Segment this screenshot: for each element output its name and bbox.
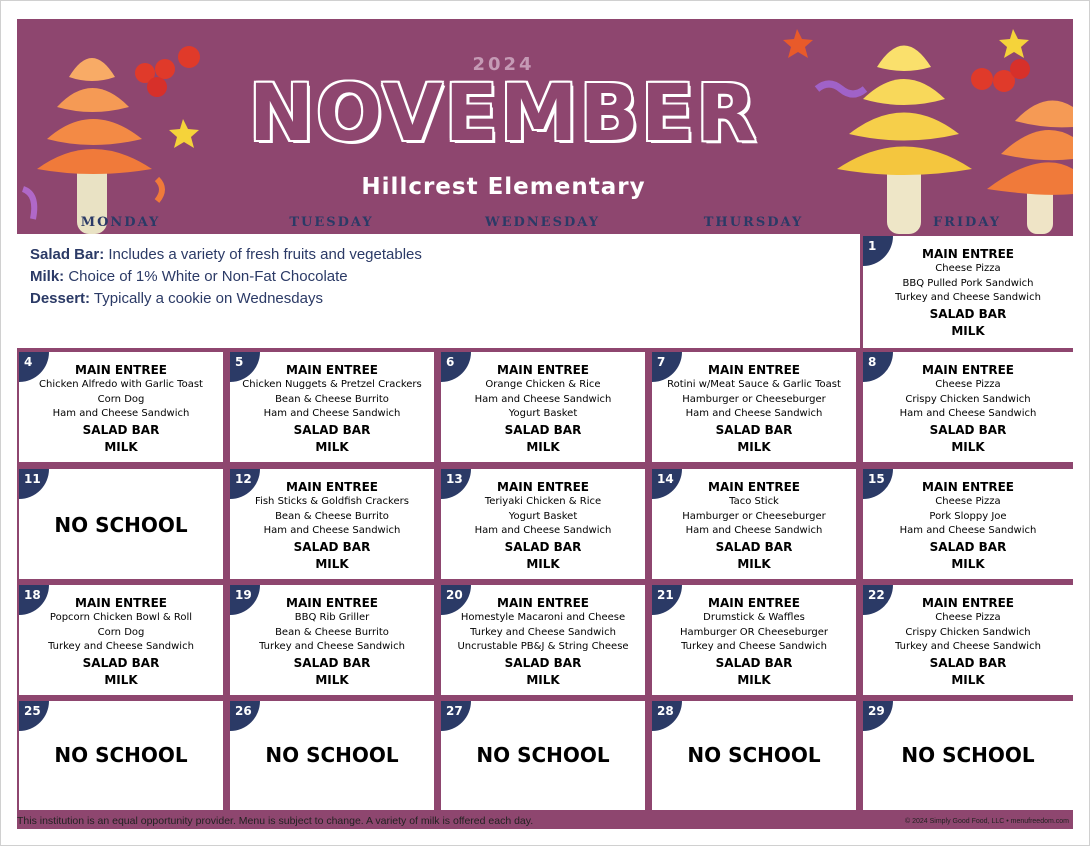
day-cell: [652, 469, 856, 579]
milk-label: MILK: [951, 323, 985, 338]
info-milk-text: Choice of 1% White or Non-Fat Chocolate: [64, 268, 348, 285]
date-number: 21: [657, 588, 674, 602]
menu-item: Yogurt Basket: [508, 510, 578, 522]
info-milk: [17, 266, 860, 288]
date-number: 11: [24, 472, 41, 486]
menu-list: [19, 362, 223, 456]
date-number: 28: [657, 704, 674, 718]
main-entree-heading: MAIN ENTREE: [708, 363, 800, 377]
day-cell: [230, 469, 434, 579]
info-salad-label: Salad Bar:: [30, 246, 105, 263]
menu-item: Bean & Cheese Burrito: [275, 510, 389, 522]
menu-item: Corn Dog: [97, 393, 145, 405]
date-badge: [652, 701, 682, 731]
menu-item: Rotini w/Meat Sauce & Garlic Toast: [667, 379, 841, 390]
menu-item: BBQ Pulled Pork Sandwich: [902, 277, 1034, 289]
day-cell: [863, 701, 1073, 810]
date-number: 13: [446, 472, 463, 486]
date-badge: [19, 701, 49, 731]
menu-item: Chicken Alfredo with Garlic Toast: [39, 379, 203, 390]
date-number: 1: [868, 239, 877, 253]
menu-list: [230, 362, 434, 456]
menu-item: Ham and Cheese Sandwich: [474, 525, 612, 536]
day-header-wednesday: WEDNESDAY: [485, 215, 600, 230]
date-number: 15: [868, 472, 885, 486]
salad-bar-label: SALAD BAR: [293, 539, 371, 554]
menu-item: Drumstick & Waffles: [703, 612, 805, 623]
salad-bar-label: SALAD BAR: [929, 539, 1007, 554]
day-cell: [863, 469, 1073, 579]
menu-list: [441, 362, 645, 456]
date-number: 14: [657, 472, 674, 486]
main-entree-heading: MAIN ENTREE: [497, 596, 589, 610]
main-entree-heading: MAIN ENTREE: [497, 363, 589, 377]
header-banner: [17, 19, 1073, 234]
info-salad-bar: [17, 244, 860, 266]
menu-item: Hamburger or Cheeseburger: [682, 393, 826, 405]
menu-list: [441, 479, 645, 573]
month-title: NOVEMBER: [248, 69, 759, 159]
year-label: 2024: [472, 54, 535, 75]
main-entree-heading: MAIN ENTREE: [708, 480, 800, 494]
salad-bar-label: SALAD BAR: [929, 306, 1007, 321]
milk-label: MILK: [951, 439, 985, 454]
milk-label: MILK: [737, 439, 771, 454]
menu-list: [652, 479, 856, 573]
info-dessert-label: Dessert:: [30, 290, 91, 307]
date-number: 22: [868, 588, 885, 602]
day-cell: [652, 352, 856, 462]
menu-item: Taco Stick: [729, 496, 779, 507]
menu-item: Crispy Chicken Sandwich: [905, 626, 1031, 638]
date-number: 27: [446, 704, 463, 718]
menu-item: Hamburger OR Cheeseburger: [679, 626, 829, 638]
day-cell: [230, 352, 434, 462]
menu-item: Ham and Cheese Sandwich: [899, 525, 1037, 536]
date-badge: [230, 701, 260, 731]
date-number: 5: [235, 355, 244, 369]
menu-item: Ham and Cheese Sandwich: [685, 525, 823, 536]
day-cell: [652, 585, 856, 695]
menu-item: Orange Chicken & Rice: [485, 379, 601, 390]
date-number: 6: [446, 355, 455, 369]
menu-item: Chicken Nuggets & Pretzel Crackers: [242, 379, 422, 390]
menu-item: Homestyle Macaroni and Cheese: [460, 612, 626, 623]
main-entree-heading: MAIN ENTREE: [75, 363, 167, 377]
menu-list: [863, 362, 1073, 456]
salad-bar-label: SALAD BAR: [929, 655, 1007, 670]
menu-list: [441, 595, 645, 689]
salad-bar-label: SALAD BAR: [715, 655, 793, 670]
menu-item: Turkey and Cheese Sandwich: [470, 626, 616, 638]
day-cell: [652, 701, 856, 810]
menu-list: [230, 479, 434, 573]
day-cell: [230, 701, 434, 810]
date-number: 20: [446, 588, 463, 602]
day-header-thursday: THURSDAY: [703, 215, 804, 230]
date-number: 8: [868, 355, 877, 369]
menu-item: Ham and Cheese Sandwich: [685, 408, 823, 419]
no-school-label: NO SCHOOL: [901, 743, 1035, 767]
milk-label: MILK: [315, 556, 349, 571]
menu-item: Popcorn Chicken Bowl & Roll: [49, 612, 193, 623]
menu-item: Turkey and Cheese Sandwich: [895, 292, 1041, 303]
menu-item: Bean & Cheese Burrito: [275, 626, 389, 638]
menu-item: Bean & Cheese Burrito: [275, 393, 389, 405]
date-number: 26: [235, 704, 252, 718]
salad-bar-label: SALAD BAR: [715, 539, 793, 554]
date-number: 4: [24, 355, 33, 369]
calendar-sheet: [17, 19, 1073, 829]
no-school-label: NO SCHOOL: [54, 513, 188, 537]
menu-list: [863, 246, 1073, 340]
milk-label: MILK: [526, 672, 560, 687]
salad-bar-label: SALAD BAR: [715, 422, 793, 437]
milk-label: MILK: [737, 556, 771, 571]
menu-item: BBQ Rib Griller: [294, 612, 370, 623]
salad-bar-label: SALAD BAR: [504, 422, 582, 437]
day-header-tuesday: TUESDAY: [289, 215, 374, 230]
menu-item: Ham and Cheese Sandwich: [263, 525, 401, 536]
milk-label: MILK: [315, 672, 349, 687]
date-badge: [863, 701, 893, 731]
footer-copyright: © 2024 Simply Good Food, LLC • menufreedom.com: [904, 818, 1069, 825]
date-number: 25: [24, 704, 41, 718]
main-entree-heading: MAIN ENTREE: [922, 596, 1014, 610]
date-number: 19: [235, 588, 252, 602]
day-cell: [863, 585, 1073, 695]
milk-label: MILK: [951, 556, 985, 571]
main-entree-heading: MAIN ENTREE: [286, 596, 378, 610]
menu-item: Cheese Pizza: [935, 379, 1001, 390]
milk-label: MILK: [951, 672, 985, 687]
menu-list: [863, 595, 1073, 689]
menu-item: Ham and Cheese Sandwich: [474, 393, 612, 405]
info-dessert: [17, 288, 860, 310]
main-entree-heading: MAIN ENTREE: [497, 480, 589, 494]
menu-item: Corn Dog: [97, 626, 145, 638]
day-cell: [441, 352, 645, 462]
menu-item: Pork Sloppy Joe: [929, 510, 1007, 522]
main-entree-heading: MAIN ENTREE: [75, 596, 167, 610]
menu-item: Cheese Pizza: [935, 612, 1001, 623]
school-name: Hillcrest Elementary: [361, 174, 646, 200]
day-cell: [19, 585, 223, 695]
milk-label: MILK: [104, 672, 138, 687]
no-school-label: NO SCHOOL: [54, 743, 188, 767]
day-cell: [19, 701, 223, 810]
day-cell: [19, 469, 223, 579]
day-cell: [19, 352, 223, 462]
menu-item: Yogurt Basket: [508, 408, 578, 419]
info-box: [17, 234, 860, 348]
milk-label: MILK: [737, 672, 771, 687]
footer-disclaimer: This institution is an equal opportunity provider. Menu is subject to change. A variety of milk is offered each day.: [17, 815, 534, 827]
menu-item: Uncrustable PB&J & String Cheese: [457, 641, 629, 652]
salad-bar-label: SALAD BAR: [929, 422, 1007, 437]
menu-item: Turkey and Cheese Sandwich: [681, 641, 827, 652]
menu-item: Ham and Cheese Sandwich: [52, 408, 190, 419]
milk-label: MILK: [315, 439, 349, 454]
menu-list: [652, 595, 856, 689]
date-badge: [441, 701, 471, 731]
milk-label: MILK: [526, 556, 560, 571]
menu-item: Turkey and Cheese Sandwich: [259, 641, 405, 652]
menu-list: [652, 362, 856, 456]
salad-bar-label: SALAD BAR: [293, 655, 371, 670]
salad-bar-label: SALAD BAR: [504, 539, 582, 554]
day-cell: [441, 701, 645, 810]
menu-item: Cheese Pizza: [935, 496, 1001, 507]
menu-list: [230, 595, 434, 689]
date-number: 29: [868, 704, 885, 718]
date-number: 7: [657, 355, 666, 369]
main-entree-heading: MAIN ENTREE: [922, 480, 1014, 494]
milk-label: MILK: [104, 439, 138, 454]
main-entree-heading: MAIN ENTREE: [286, 363, 378, 377]
day-cell: [863, 352, 1073, 462]
main-entree-heading: MAIN ENTREE: [286, 480, 378, 494]
menu-item: Turkey and Cheese Sandwich: [895, 641, 1041, 652]
menu-item: Turkey and Cheese Sandwich: [48, 641, 194, 652]
day-cell: [441, 469, 645, 579]
date-number: 12: [235, 472, 252, 486]
day-cell: [863, 236, 1073, 348]
menu-item: Teriyaki Chicken & Rice: [484, 496, 602, 507]
info-milk-label: Milk:: [30, 268, 65, 285]
menu-list: [19, 595, 223, 689]
menu-list: [863, 479, 1073, 573]
info-salad-text: Includes a variety of fresh fruits and vegetables: [104, 246, 422, 263]
salad-bar-label: SALAD BAR: [82, 655, 160, 670]
day-cell: [230, 585, 434, 695]
main-entree-heading: MAIN ENTREE: [708, 596, 800, 610]
main-entree-heading: MAIN ENTREE: [922, 363, 1014, 377]
main-entree-heading: MAIN ENTREE: [922, 247, 1014, 261]
no-school-label: NO SCHOOL: [687, 743, 821, 767]
salad-bar-label: SALAD BAR: [293, 422, 371, 437]
day-cell: [441, 585, 645, 695]
menu-item: Crispy Chicken Sandwich: [905, 393, 1031, 405]
salad-bar-label: SALAD BAR: [82, 422, 160, 437]
milk-label: MILK: [526, 439, 560, 454]
day-header-friday: FRIDAY: [932, 215, 1002, 230]
info-dessert-text: Typically a cookie on Wednesdays: [90, 290, 323, 307]
no-school-label: NO SCHOOL: [265, 743, 399, 767]
menu-item: Ham and Cheese Sandwich: [899, 408, 1037, 419]
menu-item: Cheese Pizza: [935, 263, 1001, 274]
date-badge: [19, 469, 49, 499]
menu-item: Hamburger or Cheeseburger: [682, 510, 826, 522]
menu-item: Ham and Cheese Sandwich: [263, 408, 401, 419]
date-number: 18: [24, 588, 41, 602]
no-school-label: NO SCHOOL: [476, 743, 610, 767]
menu-item: Fish Sticks & Goldfish Crackers: [255, 496, 409, 507]
salad-bar-label: SALAD BAR: [504, 655, 582, 670]
day-header-monday: MONDAY: [80, 215, 161, 230]
